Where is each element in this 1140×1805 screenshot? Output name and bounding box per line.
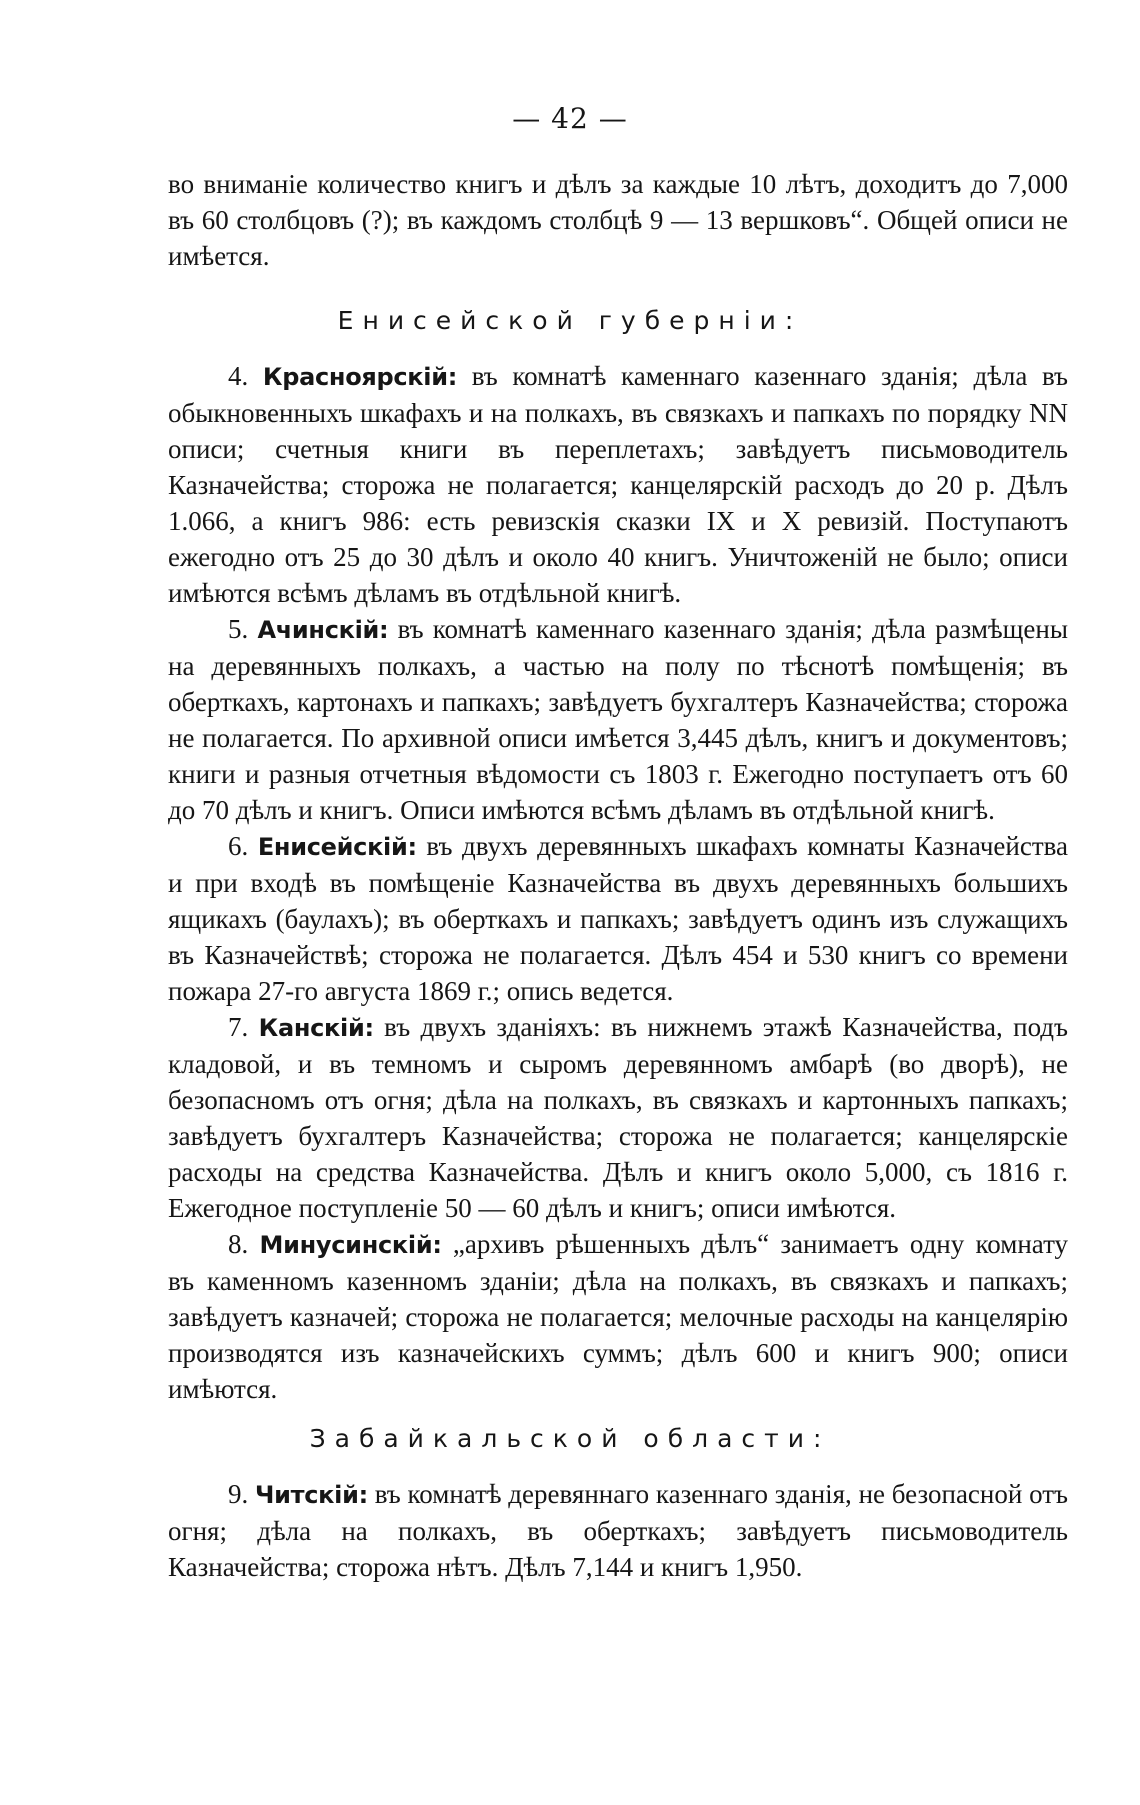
entry-name: Енисейскій: bbox=[257, 833, 417, 861]
entry-yeniseisk bbox=[168, 828, 1068, 1009]
section-heading-yenisei: Енисейской губерніи: bbox=[337, 306, 803, 335]
section-yenisei-entries bbox=[168, 358, 1068, 1407]
entry-kansk bbox=[168, 1009, 1068, 1226]
entry-name: Читскій: bbox=[255, 1481, 368, 1509]
entry-number: 4. bbox=[228, 361, 249, 391]
entry-number: 8. bbox=[228, 1229, 249, 1259]
entry-text: „архивъ рѣшенныхъ дѣлъ“ занимаетъ одну комнату въ каменномъ казенномъ зданіи; дѣла на полкахъ, въ связкахъ и папкахъ; завѣдуетъ казначей; сторожа не полагается; мелочные расходы на канцелярію производятся изъ казначейскихъ суммъ; дѣлъ 600 и книгъ 900; описи имѣются. bbox=[168, 1229, 1069, 1404]
entry-text: въ двухъ зданіяхъ: въ нижнемъ этажѣ Казначейства, подъ кладовой, и въ темномъ и сыромъ деревянномъ амбарѣ (во дворѣ), не безопасномъ отъ огня; дѣла на полкахъ, въ связкахъ и картонныхъ папкахъ; завѣдуетъ бухгалтеръ Казначейства; сторожа не полагается; канцелярскіе расходы на средства Казначейства. Дѣлъ и книгъ около 5,000, съ 1816 г. Ежегодное поступленіе 50 — 60 дѣлъ и книгъ; описи имѣются. bbox=[168, 1012, 1069, 1223]
entry-minusinsk bbox=[168, 1226, 1068, 1407]
entry-name: Красноярскій: bbox=[262, 363, 458, 391]
entry-text: въ комнатѣ деревяннаго казеннаго зданія, не безопасной отъ огня; дѣла на полкахъ, въ оберткахъ; завѣдуетъ письмоводитель Казначейства; сторожа нѣтъ. Дѣлъ 7,144 и книгъ 1,950. bbox=[168, 1479, 1068, 1582]
entry-text: въ двухъ деревянныхъ шкафахъ комнаты Казначейства и при входѣ въ помѣщеніе Казначейства въ двухъ деревянныхъ большихъ ящикахъ (баулахъ); въ оберткахъ и папкахъ; завѣдуетъ одинъ изъ служащихъ въ Казначействѣ; сторожа не полагается. Дѣлъ 454 и 530 книгъ со времени пожара 27-го августа 1869 г.; опись ведется. bbox=[168, 831, 1068, 1006]
intro-paragraph bbox=[168, 166, 1068, 274]
entry-chita bbox=[168, 1476, 1068, 1585]
entry-number: 7. bbox=[228, 1012, 249, 1042]
entry-number: 5. bbox=[228, 614, 249, 644]
page-number: — 42 — bbox=[512, 102, 628, 135]
entry-number: 9. bbox=[228, 1479, 249, 1509]
entry-name: Ачинскій: bbox=[257, 616, 389, 644]
entry-achinsk bbox=[168, 611, 1068, 828]
entry-krasnoyarsk bbox=[168, 358, 1068, 611]
entry-text: въ комнатѣ каменнаго казеннаго зданія; дѣла размѣщены на деревянныхъ полкахъ, а частью на полу по тѣснотѣ помѣщенія; въ оберткахъ, картонахъ и папкахъ; завѣдуетъ бухгалтеръ Казначейства; сторожа не полагается. По архивной описи имѣется 3,445 дѣлъ, книгъ и документовъ; книги и разныя отчетныя вѣдомости съ 1803 г. Ежегодно поступаетъ отъ 60 до 70 дѣлъ и книгъ. Описи имѣются всѣмъ дѣламъ въ отдѣльной книгѣ. bbox=[168, 614, 1068, 825]
entry-number: 6. bbox=[228, 831, 249, 861]
entry-name: Канскій: bbox=[258, 1014, 374, 1042]
section-transbaikal-entries bbox=[168, 1476, 1068, 1585]
entry-text: въ комнатѣ каменнаго казеннаго зданія; дѣла въ обыкновенныхъ шкафахъ и на полкахъ, въ связкахъ и папкахъ по порядку NN описи; счетныя книги въ переплетахъ; завѣдуетъ письмоводитель Казначейства; сторожа не полагается; канцелярскій расходъ до 20 р. Дѣлъ 1.066, а книгъ 986: есть ревизскія сказки IX и X ревизій. Поступаютъ ежегодно отъ 25 до 30 дѣлъ и около 40 книгъ. Уничтоженій не было; описи имѣются всѣмъ дѣламъ въ отдѣльной книгѣ. bbox=[168, 361, 1069, 608]
intro-text: во вниманіе количество книгъ и дѣлъ за каждые 10 лѣтъ, доходитъ до 7,000 въ 60 столбцовъ (?); въ каждомъ столбцѣ 9 — 13 вершковъ“. Общей описи не имѣется. bbox=[168, 169, 1068, 271]
entry-name: Минусинскій: bbox=[259, 1231, 442, 1259]
section-heading-transbaikal: Забайкальской области: bbox=[309, 1424, 831, 1453]
